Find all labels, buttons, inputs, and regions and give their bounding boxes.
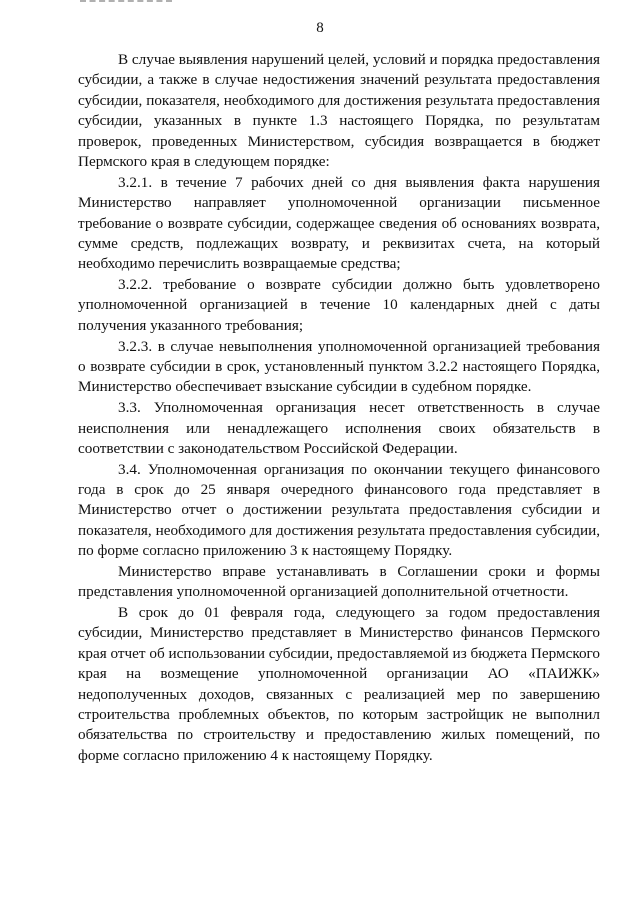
- paragraph-3-2-2: 3.2.2. требование о возврате субсидии должно быть удовлетворено уполномоченной организацией в течение 10 календарных дней с даты получения указанного требования;: [78, 276, 600, 334]
- paragraph-3-4: 3.4. Уполномоченная организация по окончании текущего финансового года в срок до 25 января очередного финансового года представляет в Министерство отчет о достижении результата предоставления субсидии и показателя, необходимого для достижения результата предоставления субсидии, по форме согласно приложению 3 к настоящему Порядку.: [78, 460, 600, 560]
- paragraph-3-2-1: 3.2.1. в течение 7 рабочих дней со дня выявления факта нарушения Министерство направляет уполномоченной организации письменное требование о возврате субсидии, содержащее сведения об основаниях возврата, сумме средств, подлежащих возврату, и реквизитах счета, на который необходимо перечислить возвращаемые средства;: [78, 173, 600, 273]
- paragraph-violation-return: В случае выявления нарушений целей, условий и порядка предоставления субсидии, а также в случае недостижения значений результата предоставления субсидии, показателя, необходимого для достижения результата предоставления субсидии, указанных в пункте 1.3 настоящего Порядка, по результатам проверок, проведенных Министерством, субсидия возвращается в бюджет Пермского края в следующем порядке:: [78, 51, 600, 171]
- paragraph-ministry-report: В срок до 01 февраля года, следующего за годом предоставления субсидии, Министерство представляет в Министерство финансов Пермского края отчет об использовании субсидии, предоставляемой из бюджета Пермского края на возмещение уполномоченной организации АО «ПАИЖК» недополученных доходов, связанных с реализацией мер по завершению строительства проблемных объектов, по которым застройщик не выполнил обязательства по строительству и предоставлению жилых помещений, по форме согласно приложению 4 к настоящему Порядку.: [78, 604, 600, 764]
- document-body: [78, 50, 600, 767]
- paragraph-additional-reporting: Министерство вправе устанавливать в Соглашении сроки и формы представления уполномоченной организацией дополнительной отчетности.: [78, 562, 600, 601]
- page-number: 8: [316, 20, 324, 36]
- paragraph-3-3: 3.3. Уполномоченная организация несет ответственность в случае неисполнения или ненадлежащего исполнения своих обязательств в соответствии с законодательством Российской Федерации.: [78, 399, 600, 457]
- scan-edge-mark: [80, 0, 172, 5]
- paragraph-3-2-3: 3.2.3. в случае невыполнения уполномоченной организацией требования о возврате субсидии в срок, установленный пунктом 3.2.2 настоящего Порядка, Министерство обеспечивает взыскание субсидии в судебном порядке.: [78, 337, 600, 396]
